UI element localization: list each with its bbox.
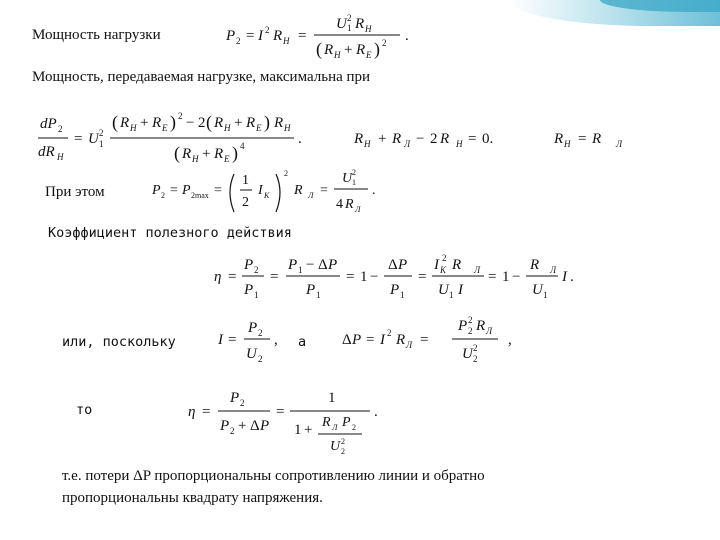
svg-text:=: = bbox=[246, 28, 255, 44]
svg-text:Δ: Δ bbox=[250, 418, 260, 434]
svg-text:=: = bbox=[270, 269, 279, 285]
svg-text:I: I bbox=[380, 332, 385, 348]
svg-text:R: R bbox=[452, 257, 462, 273]
svg-text:E: E bbox=[366, 50, 372, 60]
svg-text:U: U bbox=[532, 282, 543, 298]
svg-text:Л: Л bbox=[616, 139, 623, 149]
svg-text:H: H bbox=[192, 154, 199, 164]
svg-text:2: 2 bbox=[240, 398, 245, 408]
svg-text:P: P bbox=[342, 415, 351, 430]
svg-text:+: + bbox=[378, 131, 387, 147]
svg-text:): ) bbox=[170, 112, 176, 132]
load-power-label: Мощность нагрузки bbox=[32, 27, 161, 43]
svg-text:2: 2 bbox=[473, 354, 478, 364]
svg-text:P: P bbox=[152, 183, 161, 198]
svg-text:U: U bbox=[330, 439, 341, 454]
svg-text:2: 2 bbox=[284, 169, 288, 178]
svg-text:P: P bbox=[244, 257, 254, 273]
svg-text:I: I bbox=[562, 269, 567, 285]
svg-text:P: P bbox=[244, 282, 254, 298]
svg-text:1: 1 bbox=[316, 290, 321, 300]
svg-text:2: 2 bbox=[58, 124, 63, 134]
svg-text:R: R bbox=[274, 115, 284, 131]
svg-text:.: . bbox=[405, 28, 409, 44]
svg-text:1: 1 bbox=[254, 290, 259, 300]
svg-text:Л: Л bbox=[486, 326, 493, 336]
max-power-condition-label: Мощность, передаваемая нагрузке, максимальна при bbox=[32, 69, 371, 85]
svg-text:2: 2 bbox=[178, 111, 183, 121]
svg-text:+: + bbox=[304, 422, 313, 438]
svg-text:E: E bbox=[224, 154, 230, 164]
svg-text:H: H bbox=[130, 123, 137, 133]
svg-text:2: 2 bbox=[430, 131, 438, 147]
svg-text:R: R bbox=[273, 28, 283, 44]
svg-text:P: P bbox=[248, 320, 258, 336]
svg-text:R: R bbox=[355, 16, 365, 32]
svg-text:(: ( bbox=[316, 39, 322, 59]
svg-text:=: = bbox=[578, 131, 587, 147]
svg-text:dR: dR bbox=[38, 144, 55, 160]
svg-text:2: 2 bbox=[442, 253, 447, 263]
efficiency-formula bbox=[212, 248, 582, 304]
svg-text:,: , bbox=[508, 332, 512, 348]
svg-text:Δ: Δ bbox=[342, 332, 352, 348]
svg-text:4: 4 bbox=[336, 197, 343, 212]
svg-text:P: P bbox=[328, 257, 338, 273]
svg-text:P: P bbox=[352, 332, 362, 348]
svg-text:Δ: Δ bbox=[318, 257, 328, 273]
svg-text:(: ( bbox=[112, 112, 118, 132]
max-power-derivative-formula bbox=[36, 106, 636, 170]
svg-text:−: − bbox=[416, 131, 425, 147]
svg-text:2: 2 bbox=[254, 265, 259, 275]
svg-text:−: − bbox=[306, 257, 315, 273]
svg-text:2: 2 bbox=[198, 115, 206, 131]
svg-text:1: 1 bbox=[298, 265, 303, 275]
svg-text:R: R bbox=[294, 183, 303, 198]
svg-text:): ) bbox=[232, 143, 238, 163]
svg-text:=: = bbox=[202, 404, 211, 420]
svg-text:U: U bbox=[336, 16, 347, 32]
svg-text:R: R bbox=[592, 131, 602, 147]
svg-text:): ) bbox=[264, 112, 270, 132]
svg-text:Л: Л bbox=[406, 340, 413, 350]
svg-text:1: 1 bbox=[99, 139, 104, 149]
since-label: или, поскольку bbox=[62, 334, 176, 350]
svg-text:2max: 2max bbox=[191, 191, 209, 200]
svg-text:R: R bbox=[530, 257, 540, 273]
svg-text:=: = bbox=[418, 269, 427, 285]
svg-text:H: H bbox=[57, 152, 64, 162]
svg-text:2: 2 bbox=[258, 328, 263, 338]
svg-text:H: H bbox=[564, 139, 571, 149]
svg-text:Л: Л bbox=[404, 139, 411, 149]
svg-text:=: = bbox=[228, 332, 237, 348]
svg-text:1: 1 bbox=[352, 178, 356, 187]
svg-text:2: 2 bbox=[387, 328, 392, 338]
svg-text:I: I bbox=[218, 332, 223, 348]
conclusion-line-2: пропорциональны квадрату напряжения. bbox=[62, 490, 323, 506]
svg-text:1: 1 bbox=[328, 390, 336, 406]
svg-text:+: + bbox=[238, 418, 247, 434]
svg-text:(: ( bbox=[206, 112, 212, 132]
svg-text:R: R bbox=[322, 415, 331, 430]
svg-text:2: 2 bbox=[352, 168, 356, 177]
svg-text:2: 2 bbox=[468, 326, 473, 336]
svg-text:): ) bbox=[374, 39, 380, 59]
svg-text:=: = bbox=[320, 183, 328, 198]
svg-text:2: 2 bbox=[352, 423, 356, 432]
svg-text:H: H bbox=[284, 123, 291, 133]
svg-text:I: I bbox=[258, 183, 263, 198]
svg-text:=: = bbox=[298, 28, 307, 44]
svg-text:R: R bbox=[214, 115, 224, 131]
svg-text:I: I bbox=[458, 282, 463, 298]
svg-text:(: ( bbox=[174, 143, 180, 163]
svg-text:P: P bbox=[220, 418, 230, 434]
svg-text:E: E bbox=[162, 123, 168, 133]
efficiency-label: Коэффициент полезного действия bbox=[48, 225, 292, 241]
svg-text:+: + bbox=[234, 115, 243, 131]
svg-text:1: 1 bbox=[502, 269, 510, 285]
svg-text:H: H bbox=[365, 24, 372, 34]
svg-text:η: η bbox=[188, 404, 196, 420]
svg-text:1: 1 bbox=[347, 23, 352, 33]
svg-text:I: I bbox=[258, 28, 263, 44]
svg-text:2: 2 bbox=[473, 343, 478, 353]
then-label: то bbox=[76, 402, 93, 418]
svg-text:H: H bbox=[364, 139, 371, 149]
svg-text:=: = bbox=[276, 404, 285, 420]
svg-text:Л: Л bbox=[332, 423, 338, 432]
svg-text:=: = bbox=[468, 131, 477, 147]
svg-text:R: R bbox=[440, 131, 450, 147]
svg-text:2: 2 bbox=[258, 354, 263, 364]
svg-text:=: = bbox=[420, 332, 429, 348]
svg-text:R: R bbox=[356, 42, 366, 58]
svg-text:P: P bbox=[230, 390, 240, 406]
svg-text:=: = bbox=[228, 269, 237, 285]
svg-text:2: 2 bbox=[242, 195, 249, 210]
svg-text:2: 2 bbox=[468, 315, 473, 325]
and-label: а bbox=[298, 334, 307, 350]
svg-text:P: P bbox=[260, 418, 270, 434]
svg-text:η: η bbox=[214, 269, 222, 285]
svg-text:=: = bbox=[346, 269, 355, 285]
power-loss-formula bbox=[340, 312, 530, 370]
svg-text:R: R bbox=[324, 42, 334, 58]
svg-text:Л: Л bbox=[355, 205, 361, 214]
svg-text:+: + bbox=[202, 146, 211, 162]
svg-text:U: U bbox=[342, 171, 353, 186]
svg-text:2: 2 bbox=[341, 437, 345, 446]
svg-text:R: R bbox=[345, 197, 354, 212]
svg-text:P: P bbox=[458, 318, 468, 334]
svg-text:Δ: Δ bbox=[388, 257, 398, 273]
svg-text:E: E bbox=[256, 123, 262, 133]
svg-text:H: H bbox=[456, 139, 463, 149]
svg-text:1: 1 bbox=[360, 269, 368, 285]
svg-text:+: + bbox=[344, 42, 353, 58]
svg-text:R: R bbox=[354, 131, 364, 147]
svg-text:0.: 0. bbox=[482, 131, 494, 147]
svg-text:=: = bbox=[366, 332, 375, 348]
svg-text:P: P bbox=[398, 257, 408, 273]
svg-text:U: U bbox=[438, 282, 449, 298]
svg-text:−: − bbox=[370, 269, 379, 285]
svg-text:R: R bbox=[214, 146, 224, 162]
svg-text:.: . bbox=[298, 131, 302, 147]
svg-text:1: 1 bbox=[294, 422, 302, 438]
svg-text:1: 1 bbox=[400, 290, 405, 300]
svg-text:R: R bbox=[396, 332, 406, 348]
svg-text:Л: Л bbox=[474, 265, 481, 275]
svg-text:I: I bbox=[434, 257, 439, 273]
svg-text:2: 2 bbox=[236, 36, 241, 46]
svg-text:=: = bbox=[488, 269, 497, 285]
load-power-formula bbox=[222, 8, 422, 64]
svg-text:.: . bbox=[374, 404, 378, 420]
svg-text:−: − bbox=[186, 115, 195, 131]
svg-text:H: H bbox=[283, 36, 290, 46]
svg-text:H: H bbox=[334, 50, 341, 60]
svg-text:R: R bbox=[476, 318, 486, 334]
svg-text:1: 1 bbox=[449, 290, 454, 300]
svg-text:R: R bbox=[392, 131, 402, 147]
svg-text:−: − bbox=[512, 269, 521, 285]
svg-text:,: , bbox=[274, 332, 278, 348]
svg-text:2: 2 bbox=[265, 25, 270, 35]
svg-text:1: 1 bbox=[242, 173, 249, 188]
svg-text:=: = bbox=[74, 131, 83, 147]
conclusion-line-1: т.е. потери ΔP пропорциональны сопротивлению линии и обратно bbox=[62, 468, 485, 484]
at-this-label: При этом bbox=[45, 184, 105, 200]
max-power-formula bbox=[148, 164, 388, 220]
svg-text:.: . bbox=[372, 183, 376, 198]
svg-text:P: P bbox=[390, 282, 400, 298]
svg-text:U: U bbox=[462, 346, 473, 362]
svg-text:P: P bbox=[288, 257, 298, 273]
svg-text:R: R bbox=[152, 115, 162, 131]
svg-text:dP: dP bbox=[40, 116, 57, 132]
svg-text:U: U bbox=[246, 346, 257, 362]
svg-text:=: = bbox=[214, 183, 222, 198]
svg-text:К: К bbox=[264, 191, 270, 200]
svg-text:R: R bbox=[182, 146, 192, 162]
svg-text:P: P bbox=[226, 28, 236, 44]
svg-text:U: U bbox=[88, 131, 99, 147]
svg-text:1: 1 bbox=[543, 290, 548, 300]
svg-text:4: 4 bbox=[240, 141, 245, 151]
svg-text:2: 2 bbox=[347, 13, 352, 23]
svg-text:2: 2 bbox=[230, 426, 235, 436]
svg-text:Л: Л bbox=[308, 191, 314, 200]
svg-text:R: R bbox=[246, 115, 256, 131]
svg-text:R: R bbox=[554, 131, 564, 147]
svg-text:P: P bbox=[306, 282, 316, 298]
svg-text:=: = bbox=[170, 183, 178, 198]
svg-text:P: P bbox=[182, 183, 191, 198]
svg-text:2: 2 bbox=[99, 128, 104, 138]
svg-text:R: R bbox=[120, 115, 130, 131]
svg-text:H: H bbox=[224, 123, 231, 133]
svg-text:2: 2 bbox=[161, 191, 165, 200]
current-formula bbox=[216, 314, 296, 370]
svg-text:2: 2 bbox=[382, 38, 387, 48]
svg-text:.: . bbox=[570, 269, 574, 285]
svg-text:Л: Л bbox=[550, 265, 557, 275]
svg-text:2: 2 bbox=[341, 447, 345, 456]
efficiency-final-formula bbox=[186, 382, 386, 464]
svg-text:К: К bbox=[440, 265, 446, 275]
svg-text:+: + bbox=[140, 115, 149, 131]
